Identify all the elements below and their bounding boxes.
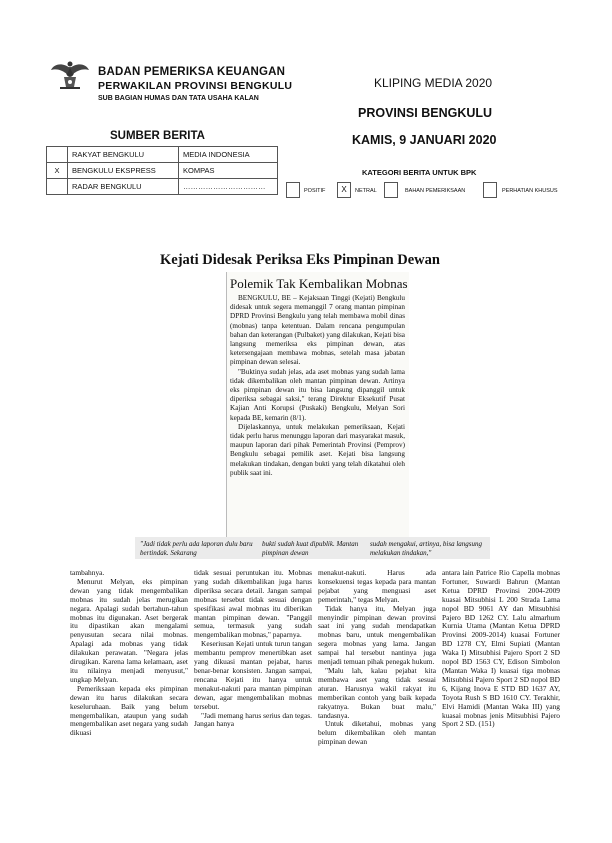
source-mark [47, 147, 68, 163]
org-name-line3: SUB BAGIAN HUMAS DAN TATA USAHA KALAN [98, 95, 259, 102]
source-name: MEDIA INDONESIA [179, 147, 278, 163]
source-name: BENGKULU EKSPRESS [68, 163, 179, 179]
pull-quote-part3: sudah mengakui, artinya, bisa langsung melakukan tindakan," [370, 540, 482, 557]
article-column-1 [70, 569, 188, 738]
kliping-title: KLIPING MEDIA 2020 [374, 76, 493, 90]
article-subheadline: Polemik Tak Kembalikan Mobnas [230, 276, 408, 291]
pull-quote-part2: bukti sudah kuat dipublik. Mantan pimpinan dewan [262, 540, 359, 557]
body-paragraph: Pemeriksaan kepada eks pimpinan dewan itu harus dilakukan secara keseluruhaan. Baik yang belum mengembalikan, ataupun yang sudah mengembalikan aset negara yang sudah dikuasi [70, 683, 188, 738]
body-paragraph: antara lain Patrice Rio Capella mobnas Fortuner, Suwardi Bahrun (Mantan Ketua DPRD Provinsi 2004-2009 kuasai Mitsubhisi L 200 Strada Lama nopol BD 9061 AY dan Mitsubhisi Pajero BD 1262 CY. Lalu almarhum Kurnia Utama (Mantan Ketua DPRD Provinsi 2009-2014) kuasai Fortuner BD 1278 CY, Elmi Supiati (Mantan Waka I) Mitsubhisi Pajero Sport 2 SD nopol BD 1563 CY, Edison Simbolon (Mantan Waka I) kuasai tiga mobnas Mitsubhisi Pajero Sport 2 SD nopol BD 6, Kijang Inova E STD BD 1637 AY, Toyota Rush S BD 1610 CY. Terakhir, Elvi Hamidi (Mantan Waka III) yang kuasai mobnas jenis Mitsubhisi Pajero Sport 2 SD. (151) [442, 568, 560, 729]
category-label-positif: POSITIF [304, 188, 326, 194]
category-checkbox-perhatian[interactable] [483, 182, 497, 198]
body-paragraph: menakut-nakuti. Harus ada konsekuensi tegas kepada para mantan pejabat yang menguasi aset pemerintah," tegas Melyan. [318, 568, 436, 604]
source-name: …………………………… [179, 179, 278, 195]
org-name-line2: PERWAKILAN PROVINSI BENGKULU [98, 80, 293, 92]
category-label-bahan: BAHAN PEMERIKSAAN [405, 188, 466, 194]
table-row [47, 147, 278, 163]
category-checkbox-netral[interactable]: X [337, 182, 351, 198]
pull-quote-part1: "Jadi tidak perlu ada laporan dulu baru bertindak. Sekarang [140, 540, 253, 557]
source-name: KOMPAS [179, 163, 278, 179]
table-row [47, 163, 278, 179]
article-column-4 [442, 569, 560, 729]
article-column-3 [318, 569, 436, 747]
kategori-title: KATEGORI BERITA UNTUK BPK [362, 168, 477, 177]
sumber-berita-title: SUMBER BERITA [110, 130, 205, 142]
body-paragraph: "Jadi memang harus serius dan tegas. Jangan hanya [194, 710, 312, 729]
sumber-berita-table [46, 146, 278, 195]
org-name-line1: BADAN PEMERIKSA KEUANGAN [98, 66, 286, 78]
bpk-garuda-logo-icon [50, 58, 90, 92]
source-name: RAKYAT BENGKULU [68, 147, 179, 163]
clipping-date: KAMIS, 9 JANUARI 2020 [352, 133, 497, 147]
province-title: PROVINSI BENGKULU [358, 106, 493, 120]
body-paragraph: "Malu lah, kalau pejabat kita membawa aset yang tidak sesuai aturan. Harusnya wakil rakyat itu memberikan contoh yang baik kepada rakyatnya. Bukan buat malu," tandasnya. [318, 665, 436, 720]
body-paragraph: Tidak hanya itu, Melyan juga menyindir pimpinan dewan provinsi saat ini yang sudah mendapatkan mobnas baru, untuk mengembalikan segera mobnas yang lama. Jangan sampai hal tersebut nantinya juga menjadi temuan pihak penegak hukum. [318, 603, 436, 667]
lead-paragraph: "Buktinya sudah jelas, ada aset mobnas yang sudah lama tidak dikembalikan oleh mantan pimpinan dewan. Artinya eks pimpinan dewan itu bisa langsung dipanggil untuk diperiksa sebagai saksi," terang Direktur Eksekutif Pusat Kajian Anti Korupsi (Puskaki) Bengkulu, Melyan Sori kepada BE, kemarin (8/1). [230, 367, 405, 422]
table-row [47, 179, 278, 195]
lead-paragraph: BENGKULU, BE – Kejaksaan Tinggi (Kejati) Bengkulu didesak untuk segera memanggil 7 orang mantan pimpinan DPRD Provinsi Bengkulu yang telah membawa mobil dinas (mobnas) tanpa ketentuan. Dalam rencana pengumpulan bahan dan keterangan (Pulbaket) yang dilakukan, Kejati bisa langsung memeriksa eks pimpinan dewan, atas ketersengajaan membawa mobnas, setelah masa jabatan pimpinan dewan selesai. [230, 294, 405, 367]
lead-paragraph: Dijelaskannya, untuk melakukan pemeriksaan, Kejati tidak perlu harus menunggu laporan dari masyarakat masuk, maupun laporan dari pihak Pemerintah Provinsi (Pemprov) Bengkulu sebagai pemilik aset. Kejati bisa langsung melakukan tindakan, dengan bukti yang telah dikatahui oleh publik saat ini. [230, 422, 405, 477]
source-mark: X [47, 163, 68, 179]
source-mark [47, 179, 68, 195]
article-headline: Kejati Didesak Periksa Eks Pimpinan Dewan [160, 252, 440, 268]
article-column-2 [194, 569, 312, 729]
body-paragraph: Keseriusan Kejati untuk turun tangan membantu pemprov menertibkan aset yang dikuasi mantan pejabat, harus benar-benar konsisten. Jangan sampai, rencana Kejati itu hanya untuk menakut-nakuti para mantan pimpinan dewan, agar mengembalikan mobnas tersebut. [194, 639, 312, 711]
body-paragraph: Menurut Melyan, eks pimpinan dewan yang tidak mengembalikan mobnas itu sudah jelas merugikan negara. Apalagi sudah bertahun-tahun mobnas itu digunakan. Aset bergerak itu dipastikan akan mengalami penyusutan secara nilai mobnas. Apalagi ada mobnas yang tidak dilakukan perawatan. "Negara jelas dirugikan. Karena lama kelamaan, aset itu nilainya menjadi menyusut," ungkap Melyan. [70, 576, 188, 684]
category-label-netral: NETRAL [355, 188, 377, 194]
category-checkbox-positif[interactable] [286, 182, 300, 198]
article-lead [230, 294, 405, 478]
body-paragraph: Untuk diketahui, mobnas yang belum dikembalikan oleh mantan pimpinan dewan [318, 719, 436, 747]
category-checkbox-bahan[interactable] [384, 182, 398, 198]
body-paragraph: tambahnya. [70, 568, 105, 577]
source-name: RADAR BENGKULU [68, 179, 179, 195]
category-label-perhatian: PERHATIAN KHUSUS [502, 188, 558, 194]
body-paragraph: tidak sesuai peruntukan itu. Mobnas yang sudah dikembalikan juga harus diperiksa secara detail. Jangan sampai mobnas tersebut tidak sesuai dengan spesifikasi awal mobnas itu diberikan mantan pimpinan dewan. "Panggil semua, termasuk yang sudah mengembalikan mobnas," paparnya. [194, 568, 312, 640]
